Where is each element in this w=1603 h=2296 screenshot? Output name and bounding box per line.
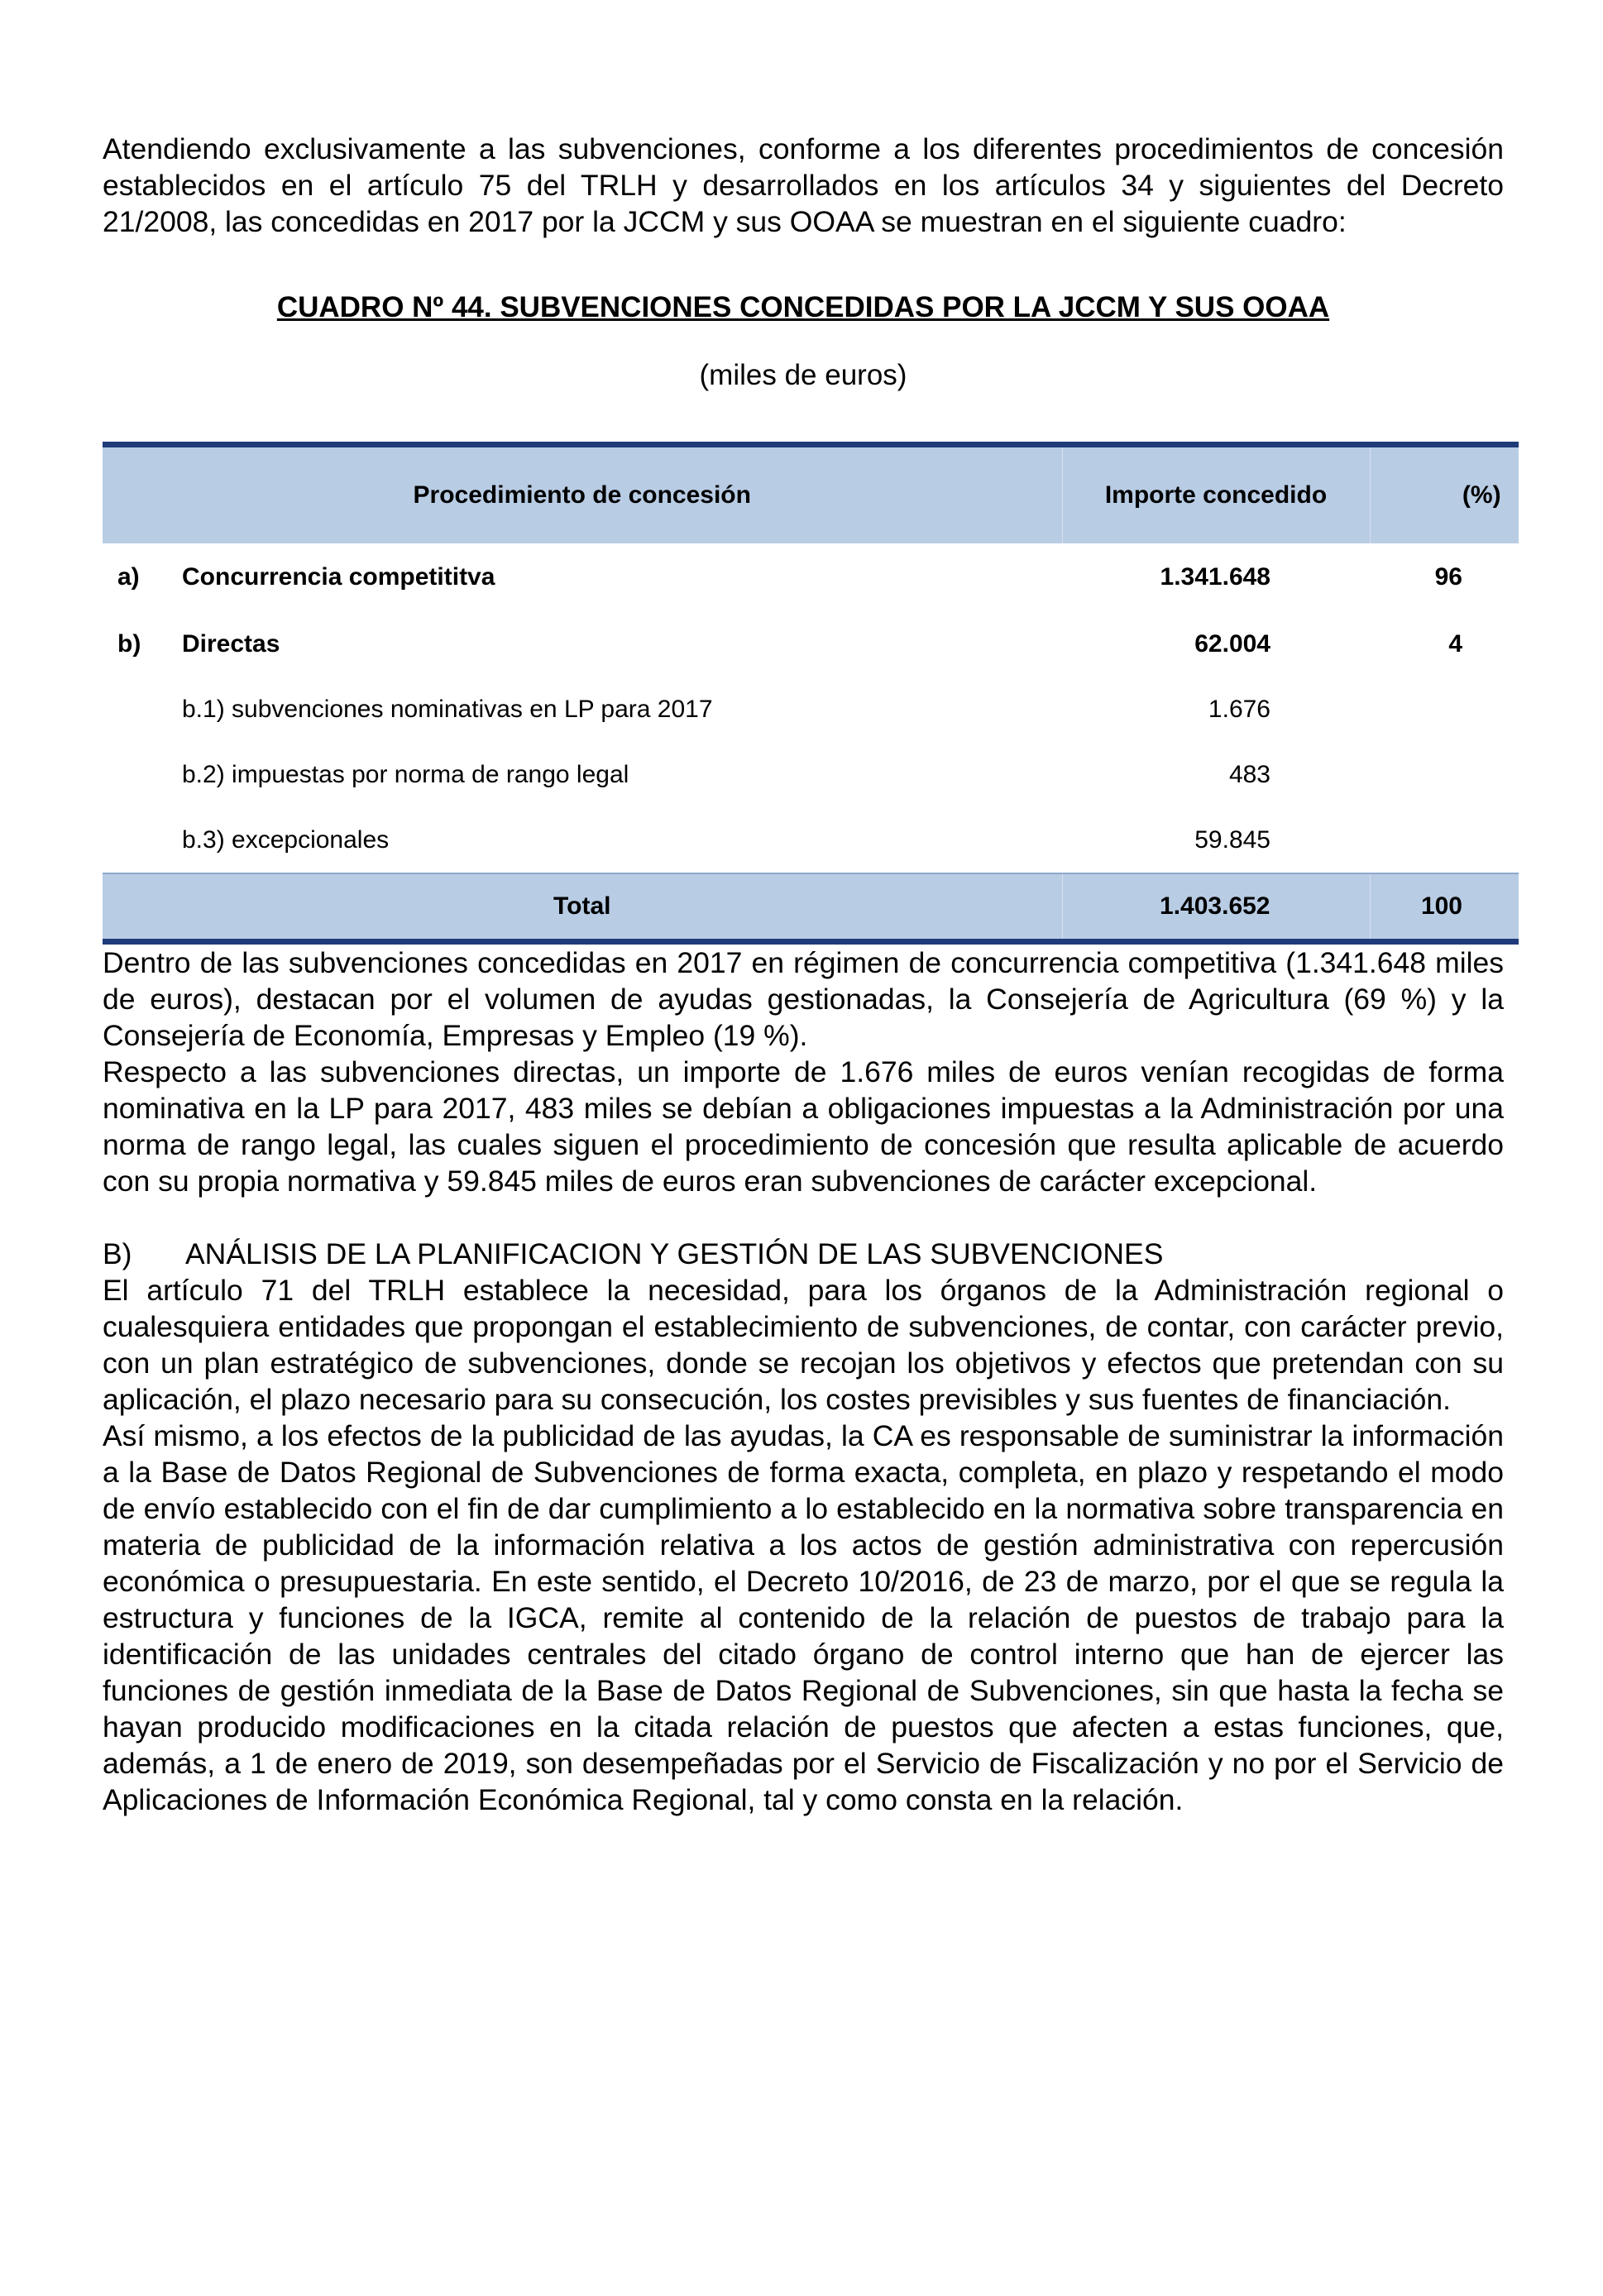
- section-heading: [103, 1236, 1504, 1272]
- paragraph-plan-estrategico: El artículo 71 del TRLH establece la necesidad, para los órganos de la Administración regional o cualesquiera entidades que propongan el establecimiento de subvenciones, de contar, con carácter previo, con un plan estratégico de subvenciones, donde se recojan los objetivos y efectos que pretendan con su aplicación, el plazo necesario para su consecución, los costes previsibles y sus fuentes de financiación.: [103, 1274, 1504, 1416]
- total-percent: 100: [1370, 873, 1519, 942]
- row-letter: a): [117, 563, 140, 591]
- section-title: ANÁLISIS DE LA PLANIFICACION Y GESTIÓN DE LAS SUBVENCIONES: [185, 1237, 1164, 1270]
- page-content: [103, 131, 1504, 1818]
- table-title: [103, 289, 1504, 326]
- subrow-amount: 483: [1228, 760, 1270, 788]
- total-label: Total: [103, 873, 1062, 942]
- row-label: Concurrencia competititva: [182, 563, 495, 591]
- paragraph-concurrencia: Dentro de las subvenciones concedidas en 2017 en régimen de concurrencia competitiva (1.341.648 miles de euros), destacan por el volumen de ayudas gestionadas, la Consejería de Agricultura (69 %) y la Consejería de Economía, Empresas y Empleo (19 %).: [103, 946, 1504, 1052]
- row-amount: 62.004: [1194, 629, 1270, 658]
- table-row: [103, 543, 1519, 611]
- row-percent: 4: [1448, 629, 1462, 658]
- row-percent: 96: [1434, 563, 1462, 591]
- subsidies-table: [103, 442, 1519, 945]
- header-procedure: Procedimiento de concesión: [103, 445, 1062, 544]
- total-amount: 1.403.652: [1062, 873, 1370, 942]
- subrow-label: b.3) excepcionales: [182, 825, 390, 854]
- subrow-amount: 1.676: [1208, 695, 1270, 723]
- header-amount: Importe concedido: [1062, 445, 1370, 544]
- paragraph-directas: Respecto a las subvenciones directas, un importe de 1.676 miles de euros venían recogidas de forma nominativa en la LP para 2017, 483 miles se debían a obligaciones impuestas a la Administración por una norma de rango legal, las cuales siguen el procedimiento de concesión que resulta aplicable de acuerdo con su propia normativa y 59.845 miles de euros eran subvenciones de carácter excepcional.: [103, 1055, 1504, 1198]
- paragraph-publicidad: Así mismo, a los efectos de la publicidad de las ayudas, la CA es responsable de suministrar la información a la Base de Datos Regional de Subvenciones de forma exacta, completa, en plazo y respetando el modo de envío establecido con el fin de dar cumplimiento a lo establecido en la normativa sobre transparencia en materia de publicidad de la información relativa a los actos de gestión administrativa con repercusión económica o presupuestaria. En este sentido, el Decreto 10/2016, de 23 de marzo, por el que se regula la estructura y funciones de la IGCA, remite al contenido de la relación de puestos de trabajo para la identificación de las unidades centrales del citado órgano de control interno que han de ejercer las funciones de gestión inmediata de la Base de Datos Regional de Subvenciones, sin que hasta la fecha se hayan producido modificaciones en la citada relación de puestos que afecten a estas funciones, que, además, a 1 de enero de 2019, son desempeñadas por el Servicio de Fiscalización y no por el Servicio de Aplicaciones de Información Económica Regional, tal y como consta en la relación.: [103, 1419, 1504, 1816]
- row-label: Directas: [182, 629, 280, 658]
- row-amount: 1.341.648: [1160, 563, 1270, 591]
- table-title-text: CUADRO Nº 44. SUBVENCIONES CONCEDIDAS POR LA JCCM Y SUS OOAA: [276, 291, 1330, 323]
- table-row: [103, 611, 1519, 677]
- intro-paragraph: Atendiendo exclusivamente a las subvenciones, conforme a los diferentes procedimientos de concesión establecidos en el artículo 75 del TRLH y desarrollados en los artículos 34 y siguientes del Decreto 21/2008, las concedidas en 2017 por la JCCM y sus OOAA se muestran en el siguiente cuadro:: [103, 132, 1504, 238]
- table-total-row: [103, 873, 1519, 942]
- table-subrow: [103, 677, 1519, 742]
- table-subrow: [103, 742, 1519, 807]
- row-letter: b): [117, 629, 141, 658]
- table-subtitle: (miles de euros): [699, 359, 907, 391]
- header-percent: [1370, 445, 1519, 544]
- subrow-label: b.1) subvenciones nominativas en LP para 2017: [182, 695, 713, 723]
- subrow-label: b.2) impuestas por norma de rango legal: [182, 760, 629, 788]
- table-subrow: [103, 807, 1519, 873]
- subrow-amount: 59.845: [1194, 825, 1270, 854]
- header-percent-text: (%): [1462, 481, 1501, 509]
- table-header-row: [103, 445, 1519, 544]
- section-letter: B): [103, 1237, 132, 1270]
